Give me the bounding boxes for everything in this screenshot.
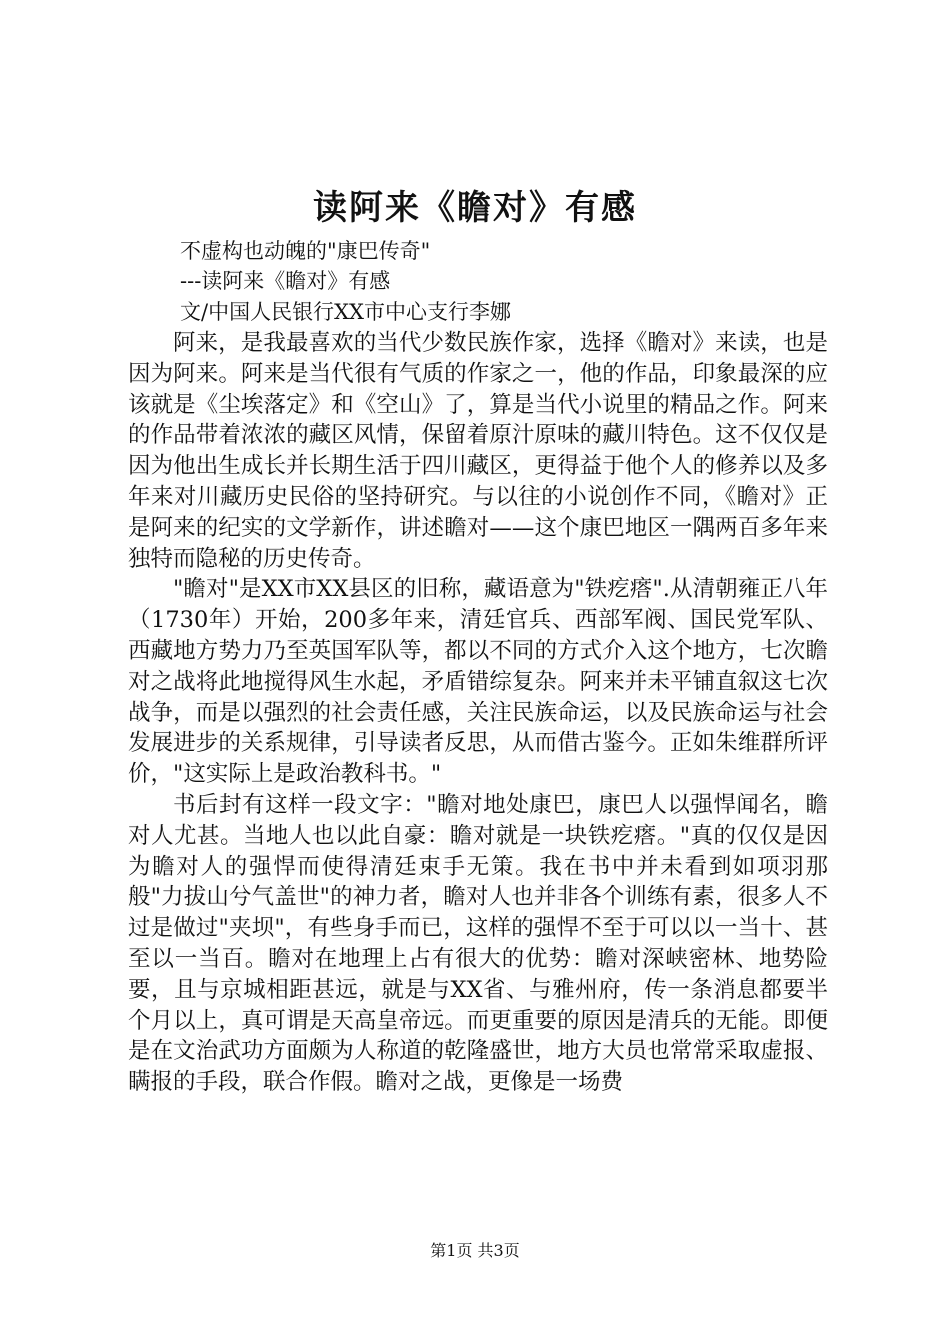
paragraph: "瞻对"是XX市XX县区的旧称，藏语意为"铁疙瘩".从清朝雍正八年（1730年）开始，200多年来，清廷官兵、西部军阀、国民党军队、西藏地方势力乃至英国军队等，都以不同的方式介入这个地方，七次瞻对之战将此地搅得风生水起，矛盾错综复杂。阿来并未平铺直叙这七次战争，而是以强烈的社会责任感，关注民族命运，以及民族命运与社会发展进步的关系规律，引导读者反思，从而借古鉴今。正如朱维群所评价，"这实际上是政治教科书。" xyxy=(128,576,828,788)
paragraph: 阿来，是我最喜欢的当代少数民族作家，选择《瞻对》来读，也是因为阿来。阿来是当代很有气质的作家之一，他的作品，印象最深的应该就是《尘埃落定》和《空山》了，算是当代小说里的精品之作。阿来的作品带着浓浓的藏区风情，保留着原汁原味的藏川特色。这不仅仅是因为他出生成长并长期生活于四川藏区，更得益于他个人的修养以及多年来对川藏历史民俗的坚持研究。与以往的小说创作不同，《瞻对》正是阿来的纪实的文学新作，讲述瞻对——这个康巴地区一隅两百多年来独特而隐秘的历史传奇。 xyxy=(128,330,828,572)
subtitle-secondary: ---读阿来《瞻对》有感 xyxy=(180,269,391,293)
page-footer: 第1页 共3页 xyxy=(430,1241,520,1260)
document-title: 读阿来《瞻对》有感 xyxy=(313,188,637,228)
document-body xyxy=(128,328,828,1098)
paragraph: 书后封有这样一段文字："瞻对地处康巴，康巴人以强悍闻名，瞻对人尤甚。当地人也以此自豪：瞻对就是一块铁疙瘩。"真的仅仅是因为瞻对人的强悍而使得清廷束手无策。我在书中并未看到如项羽那般"力拔山兮气盖世"的神力者，瞻对人也并非各个训练有素，很多人不过是做过"夹坝"，有些身手而已，这样的强悍不至于可以以一当十、甚至以一当百。瞻对在地理上占有很大的优势：瞻对深峡密林、地势险要，且与京城相距甚远，就是与XX省、与雅州府，传一条消息都要半个月以上，真可谓是天高皇帝远。而更重要的原因是清兵的无能。即便是在文治武功方面颇为人称道的乾隆盛世，地方大员也常常采取虚报、瞒报的手段，联合作假。瞻对之战，更像是一场费 xyxy=(128,791,828,1096)
subtitle: 不虚构也动魄的"康巴传奇" xyxy=(180,239,431,263)
author-line: 文/中国人民银行XX市中心支行李娜 xyxy=(180,300,511,324)
